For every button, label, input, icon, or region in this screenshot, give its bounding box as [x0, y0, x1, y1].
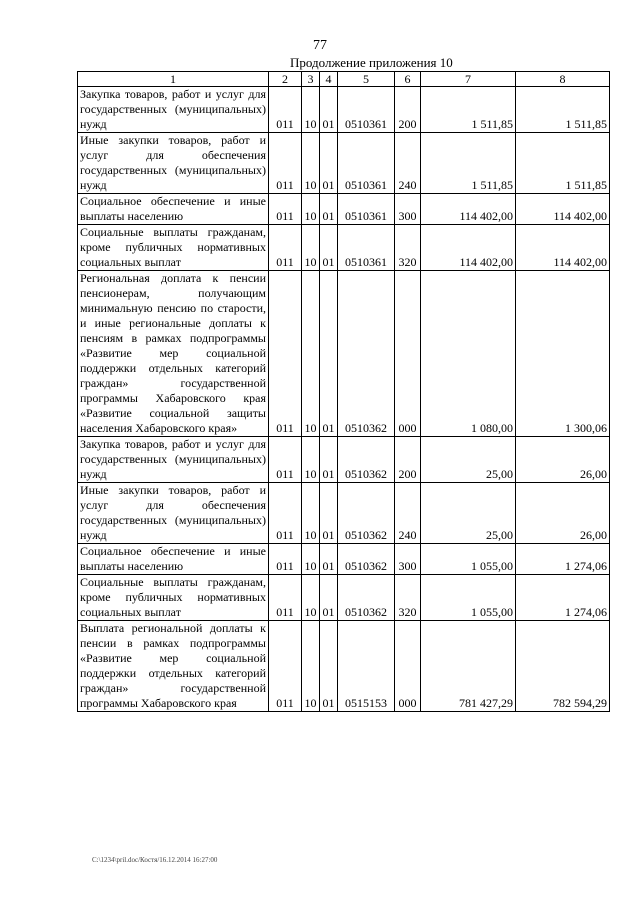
- header-col-6: 6: [395, 72, 421, 87]
- row-name: Иные закупки товаров, работ и услуг для обеспечения государственных (муниципальных) нужд: [78, 483, 269, 544]
- target-item-code: 0510361: [338, 225, 395, 271]
- expense-type-code: 320: [395, 225, 421, 271]
- header-col-2: 2: [269, 72, 302, 87]
- subsection-code: 01: [320, 225, 338, 271]
- page-number: 77: [313, 38, 327, 53]
- expense-type-code: 240: [395, 133, 421, 194]
- table-row: [78, 575, 610, 621]
- subsection-code: 01: [320, 483, 338, 544]
- amount-col-8: 1 511,85: [516, 87, 610, 133]
- amount-col-7: 25,00: [421, 437, 516, 483]
- amount-col-7: 25,00: [421, 483, 516, 544]
- amount-col-8: 114 402,00: [516, 194, 610, 225]
- section-code: 10: [302, 575, 320, 621]
- expense-type-code: 000: [395, 621, 421, 712]
- target-item-code: 0510361: [338, 133, 395, 194]
- table-row: [78, 544, 610, 575]
- amount-col-7: 114 402,00: [421, 225, 516, 271]
- header-col-4: 4: [320, 72, 338, 87]
- row-name: Социальные выплаты гражданам, кроме публичных нормативных социальных выплат: [78, 225, 269, 271]
- amount-col-8: 1 511,85: [516, 133, 610, 194]
- amount-col-8: 1 274,06: [516, 575, 610, 621]
- amount-col-8: 1 274,06: [516, 544, 610, 575]
- section-code: 10: [302, 544, 320, 575]
- budget-table: [77, 71, 610, 712]
- amount-col-8: 114 402,00: [516, 225, 610, 271]
- subsection-code: 01: [320, 194, 338, 225]
- expense-type-code: 240: [395, 483, 421, 544]
- amount-col-7: 1 511,85: [421, 87, 516, 133]
- ministry-code: 011: [269, 194, 302, 225]
- section-code: 10: [302, 194, 320, 225]
- table-row: [78, 621, 610, 712]
- amount-col-7: 781 427,29: [421, 621, 516, 712]
- section-code: 10: [302, 621, 320, 712]
- ministry-code: 011: [269, 483, 302, 544]
- section-code: 10: [302, 87, 320, 133]
- subsection-code: 01: [320, 87, 338, 133]
- ministry-code: 011: [269, 544, 302, 575]
- amount-col-8: 26,00: [516, 437, 610, 483]
- section-code: 10: [302, 437, 320, 483]
- amount-col-7: 114 402,00: [421, 194, 516, 225]
- ministry-code: 011: [269, 575, 302, 621]
- table-row: [78, 194, 610, 225]
- table-row: [78, 87, 610, 133]
- target-item-code: 0510362: [338, 483, 395, 544]
- expense-type-code: 300: [395, 544, 421, 575]
- footer-file-path: C:\1234\pril.doc/Костя/16.12.2014 16:27:00: [92, 856, 218, 864]
- amount-col-7: 1 080,00: [421, 271, 516, 437]
- row-name: Социальное обеспечение и иные выплаты населению: [78, 194, 269, 225]
- row-name: Социальное обеспечение и иные выплаты населению: [78, 544, 269, 575]
- amount-col-8: 26,00: [516, 483, 610, 544]
- target-item-code: 0510362: [338, 271, 395, 437]
- target-item-code: 0510362: [338, 437, 395, 483]
- header-col-1: 1: [78, 72, 269, 87]
- expense-type-code: 000: [395, 271, 421, 437]
- section-code: 10: [302, 133, 320, 194]
- expense-type-code: 300: [395, 194, 421, 225]
- row-name: Закупка товаров, работ и услуг для государственных (муниципальных) нужд: [78, 437, 269, 483]
- row-name: Иные закупки товаров, работ и услуг для обеспечения государственных (муниципальных) нужд: [78, 133, 269, 194]
- header-col-7: 7: [421, 72, 516, 87]
- target-item-code: 0510361: [338, 194, 395, 225]
- row-name: Социальные выплаты гражданам, кроме публичных нормативных социальных выплат: [78, 575, 269, 621]
- subsection-code: 01: [320, 133, 338, 194]
- ministry-code: 011: [269, 133, 302, 194]
- target-item-code: 0510362: [338, 575, 395, 621]
- expense-type-code: 320: [395, 575, 421, 621]
- header-row: [78, 72, 610, 87]
- target-item-code: 0510361: [338, 87, 395, 133]
- ministry-code: 011: [269, 87, 302, 133]
- ministry-code: 011: [269, 621, 302, 712]
- amount-col-8: 782 594,29: [516, 621, 610, 712]
- row-name: Выплата региональной доплаты к пенсии в рамках подпрограммы «Развитие мер социальной поддержки отдельных категорий граждан» государственной программы Хабаровского края: [78, 621, 269, 712]
- section-code: 10: [302, 225, 320, 271]
- table-row: [78, 271, 610, 437]
- expense-type-code: 200: [395, 437, 421, 483]
- section-code: 10: [302, 483, 320, 544]
- table-row: [78, 133, 610, 194]
- amount-col-7: 1 055,00: [421, 575, 516, 621]
- section-code: 10: [302, 271, 320, 437]
- table-row: [78, 225, 610, 271]
- table-row: [78, 437, 610, 483]
- amount-col-8: 1 300,06: [516, 271, 610, 437]
- table-row: [78, 483, 610, 544]
- header-col-5: 5: [338, 72, 395, 87]
- continuation-title: Продолжение приложения 10: [290, 55, 453, 70]
- subsection-code: 01: [320, 437, 338, 483]
- target-item-code: 0510362: [338, 544, 395, 575]
- row-name: Закупка товаров, работ и услуг для государственных (муниципальных) нужд: [78, 87, 269, 133]
- target-item-code: 0515153: [338, 621, 395, 712]
- subsection-code: 01: [320, 271, 338, 437]
- ministry-code: 011: [269, 271, 302, 437]
- ministry-code: 011: [269, 437, 302, 483]
- header-col-3: 3: [302, 72, 320, 87]
- header-col-8: 8: [516, 72, 610, 87]
- subsection-code: 01: [320, 621, 338, 712]
- row-name: Региональная доплата к пенсии пенсионерам, получающим минимальную пенсию по старости, и иные региональные доплаты к пенсиям в рамках подпрограммы «Развитие мер социальной поддержки отдельных категорий граждан» государственной программы Хабаровского края «Развитие социальной защиты населения Хабаровского края»: [78, 271, 269, 437]
- amount-col-7: 1 055,00: [421, 544, 516, 575]
- expense-type-code: 200: [395, 87, 421, 133]
- subsection-code: 01: [320, 575, 338, 621]
- ministry-code: 011: [269, 225, 302, 271]
- subsection-code: 01: [320, 544, 338, 575]
- amount-col-7: 1 511,85: [421, 133, 516, 194]
